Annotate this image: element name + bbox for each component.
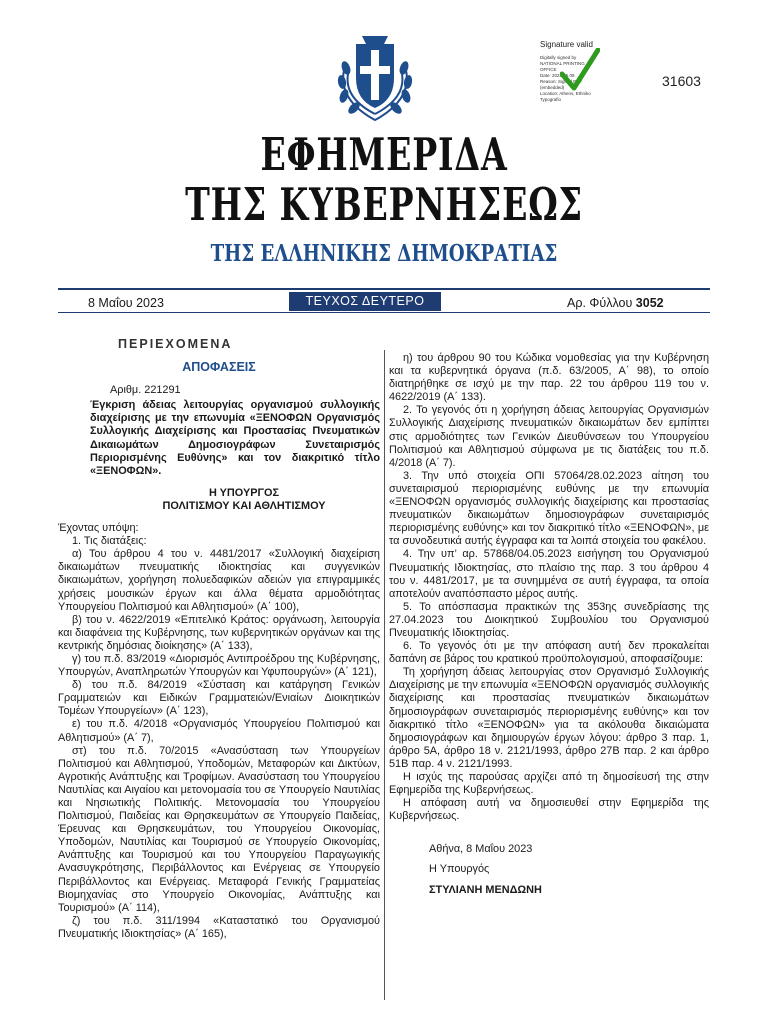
page-number: 31603 [662, 73, 701, 89]
paragraph: 6. Το γεγονός ότι με την απόφαση αυτή δεν προκαλείται δαπάνη σε βάρος του κρατικού προϋπολογισμού, αποφασίζουμε: [389, 640, 709, 666]
minister-heading: Η ΥΠΟΥΡΓΟΣ ΠΟΛΙΤΙΣΜΟΥ ΚΑΙ ΑΘΛΗΤΙΣΜΟΥ [162, 486, 326, 512]
paragraph: η) του άρθρου 90 του Κώδικα νομοθεσίας για την Κυβέρνηση και τα κυβερνητικά όργανα (π.δ. 63/2005, Α΄ 98), το οποίο διατηρήθηκε σε ισχύ με την παρ. 22 του άρθρου 119 του ν. 4622/2019 (Α΄ 133). [389, 352, 709, 404]
paragraph: γ) του π.δ. 83/2019 «Διορισμός Αντιπροέδρου της Κυβέρνησης, Υπουργών, Αναπληρωτών Υπουργών και Υφυπουργών» (Α΄ 121), [58, 652, 380, 679]
column-divider [384, 350, 385, 1000]
signer-name: ΣΤΥΛΙΑΝΗ ΜΕΝΔΩΝΗ [429, 883, 542, 896]
paragraph: 2. Το γεγονός ότι η χορήγηση άδειας λειτουργίας Οργανισμών Συλλογικής Διαχείρισης πνευματικών δικαιωμάτων δεν εμπίπτει στις αρμοδιότητες των Γενικών Διευθύνσεων του Υπουργείου Πολιτισμού και Αθλητισμού σύμφωνα με τις διατάξεις του π.δ. 4/2018 (Α΄ 7). [389, 404, 709, 469]
divider [58, 312, 710, 313]
paragraph: 3. Την υπό στοιχεία ΟΠΙ 57064/28.02.2023 αίτηση του συνεταιρισμού περιορισμένης ευθύνης με την επωνυμία «ΞΕΝΟΦΩΝ οργανισμός συλλογικής διαχείρισης και προστασίας πνευματικών δικαιωμάτων δημοσιογράφων συνεταιρισμός περιορισμένης ευθύνης» και τον διακριτικό τίτλο «ΞΕΝΟΦΩΝ», με τα συνοδευτικά αυτής έγγραφα και τα λοιπά στοιχεία του φακέλου. [389, 469, 709, 548]
paragraph: στ) του π.δ. 70/2015 «Ανασύσταση των Υπουργείων Πολιτισμού και Αθλητισμού, Υποδομών, Μεταφορών και Δικτύων, Αγροτικής Ανάπτυξης και Τροφίμων. Ανασύσταση του Υπουργείου Ναυτιλίας και Αιγαίου και μετονομασία του σε Υπουργείο Ναυτιλίας και Νησιωτικής Πολιτικής. Μετονομασία του Υπουργείου Πολιτισμού, Παιδείας και Θρησκευμάτων σε Υπουργείο Παιδείας, Έρευνας και Θρησκευμάτων, του Υπουργείου Οικονομίας, Υποδομών, Ναυτιλίας και Τουρισμού σε Υπουργείο Οικονομίας, Ανάπτυξης και Τουρισμού και του Υπουργείου Παραγωγικής Ανασυγκρότησης, Περιβάλλοντος και Ενέργειας σε Υπουργείο Περιβάλλοντος και Ενέργειας. Μεταφορά Γενικής Γραμματείας Βιομηχανίας στο Υπουργείο Οικονομίας, Ανάπτυξης και Τουρισμού» (Α΄ 114), [58, 744, 380, 914]
paragraph: 5. Το απόσπασμα πρακτικών της 353ης συνεδρίασης της 27.04.2023 του Διοικητικού Συμβουλίου του Οργανισμού Πνευματικής Ιδιοκτησίας. [389, 600, 709, 639]
paragraph: α) Του άρθρου 4 του ν. 4481/2017 «Συλλογική διαχείριση δικαιωμάτων πνευματικής ιδιοκτησίας και συγγενικών δικαιωμάτων, χορήγηση πολυεδαφικών αδειών για επιγραμμικές χρήσεις μουσικών έργων και άλλα θέματα αρμοδιότητας Υπουργείου Πολιτισμού και Αθλητισμού» (Α΄ 100), [58, 548, 380, 613]
signoff-place-date: Αθήνα, 8 Μαΐου 2023 [429, 843, 533, 856]
issue-date: 8 Μαΐου 2023 [88, 296, 164, 310]
divider [58, 288, 710, 290]
decision-title: Έγκριση άδειας λειτουργίας οργανισμού συλλογικής διαχείρισης με την επωνυμία «ΞΕΝΟΦΩΝ Οργανισμός Συλλογικής Διαχείρισης και Προστασίας Πνευματικών Δικαιωμάτων Δημοσιογράφων Συνεταιρισμός Περιορισμένης Ευθύνης» και τον διακριτικό τίτλο «ΞΕΝΟΦΩΝ». [90, 399, 380, 477]
masthead-line-2: ΤΗΣ ΚΥΒΕΡΝΗΣΕΩΣ [185, 178, 583, 231]
paragraph: 1. Τις διατάξεις: [72, 535, 147, 548]
paragraph: Η ισχύς της παρούσας αρχίζει από τη δημοσίευσή της στην Εφημερίδα της Κυβερνήσεως. [389, 771, 709, 797]
left-column [58, 338, 380, 941]
masthead-line-3: ΤΗΣ ΕΛΛΗΝΙΚΗΣ ΔΗΜΟΚΡΑΤΙΑΣ [210, 240, 558, 267]
decisions-heading: ΑΠΟΦΑΣΕΙΣ [182, 360, 256, 375]
paragraph: Έχοντας υπόψη: [58, 522, 139, 535]
signoff-block [429, 843, 709, 896]
right-column [389, 352, 709, 904]
signoff-role: Η Υπουργός [429, 863, 490, 876]
masthead-line-1: ΕΦΗΜΕΡΙΔΑ [260, 128, 508, 181]
paragraph: ζ) του π.δ. 311/1994 «Καταστατικό του Οργανισμού Πνευματικής Ιδιοκτησίας» (Α΄ 165), [58, 914, 380, 940]
paragraph: δ) του π.δ. 84/2019 «Σύσταση και κατάργηση Γενικών Γραμματειών και Ειδικών Γραμματειών/Ενιαίων Διοικητικών Τομέων Υπουργείων» (Α΄ 123), [58, 679, 380, 718]
checkmark-icon [560, 48, 600, 97]
contents-heading: ΠΕΡΙΕΧΟΜΕΝΑ [118, 337, 233, 351]
greek-coat-of-arms-icon [334, 30, 416, 126]
decision-number: Αριθμ. 221291 [110, 384, 181, 397]
sheet-number: Αρ. Φύλλου 3052 [567, 296, 664, 310]
paragraph: ε) του π.δ. 4/2018 «Οργανισμός Υπουργείου Πολιτισμού και Αθλητισμού» (Α΄ 7), [58, 718, 380, 744]
paragraph: 4. Την υπ’ αρ. 57868/04.05.2023 εισήγηση του Οργανισμού Πνευματικής Ιδιοκτησίας, στο πλαίσιο της παρ. 3 του άρθρου 4 του ν. 4481/2017, με τα συνημμένα σε αυτή έγγραφα, τα οποία αποτελούν αναπόσπαστο μέρος αυτής. [389, 548, 709, 600]
paragraph: Η απόφαση αυτή να δημοσιευθεί στην Εφημερίδα της Κυβερνήσεως. [389, 797, 709, 823]
paragraph: Τη χορήγηση άδειας λειτουργίας στον Οργανισμό Συλλογικής Διαχείρισης με την επωνυμία «ΞΕΝΟΦΩΝ οργανισμός συλλογικής διαχείρισης και προστασίας πνευματικών δικαιωμάτων δημοσιογράφων συνεταιρισμός περιορισμένης ευθύνης» και τον διακριτικό τίτλο «ΞΕΝΟΦΩΝ» για τα ακόλουθα δικαιώματα δημοσιογράφων και δημιουργών έργων λόγου: άρθρο 3 παρ. 1, άρθρο 5Α, άρθρο 18 ν. 2121/1993, άρθρο 27Β παρ. 2 και άρθρο 51Β παρ. 4 ν. 2121/1993. [389, 666, 709, 770]
signature-status: Signature valid [540, 40, 593, 49]
issue-type-badge: ΤΕΥΧΟΣ ΔΕΥΤΕΡΟ [289, 292, 441, 311]
paragraph: β) του ν. 4622/2019 «Επιτελικό Κράτος: οργάνωση, λειτουργία και διαφάνεια της Κυβέρνησης, των κυβερνητικών οργάνων και της κεντρικής δημόσιας διοίκησης» (Α΄ 133), [58, 613, 380, 652]
signature-details: Digitally signed by NATIONAL PRINTING OFFICE Date: 2023.05.08 Reason: Signed PDF (embedded) Location: Athens, Ethniko Typografio [540, 55, 591, 102]
